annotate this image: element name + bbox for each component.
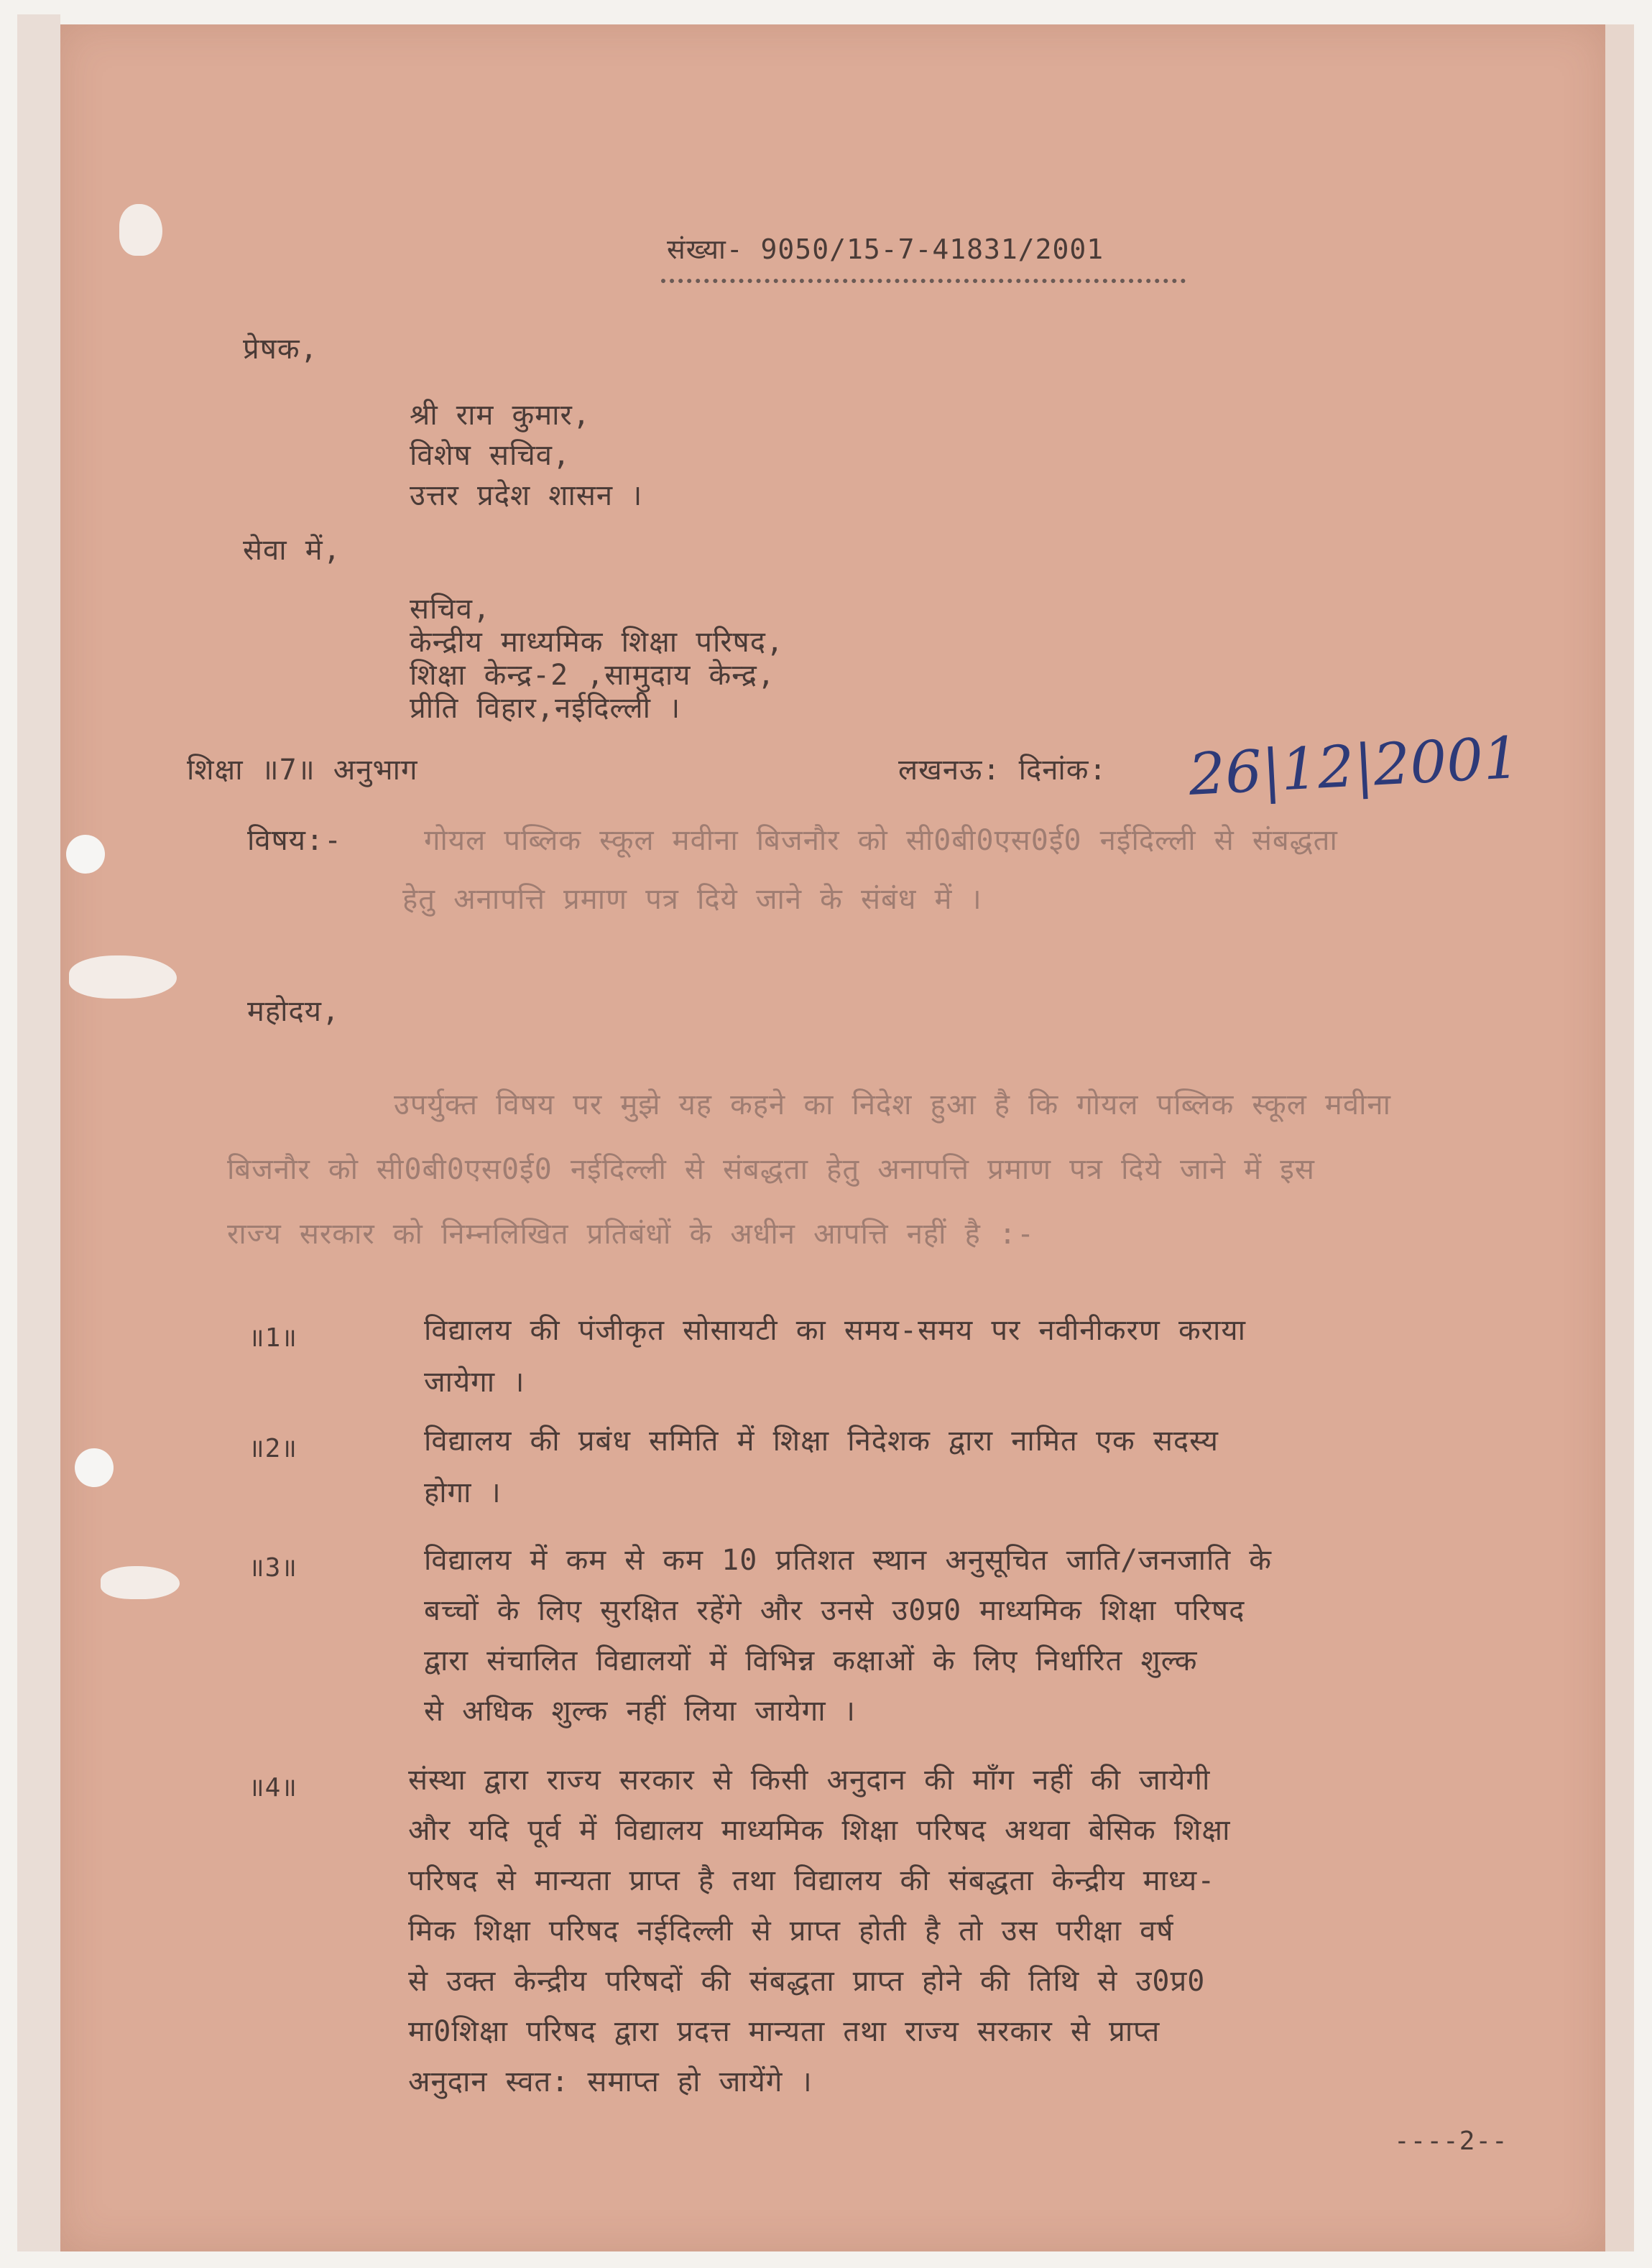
paper-stain — [119, 204, 162, 256]
recipient-label: सेवा में, — [243, 534, 341, 567]
subject-label: विषय:- — [247, 824, 343, 857]
condition-line: जायेगा । — [424, 1366, 525, 1399]
condition-line: से उक्त केन्द्रीय परिषदों की संबद्धता प्राप्त होने की तिथि से उ0प्र0 — [408, 1965, 1206, 1998]
page-continuation: ----2-- — [1394, 2126, 1508, 2156]
subject-line: हेतु अनापत्ति प्रमाण पत्र दिये जाने के संबंध में । — [402, 883, 982, 916]
condition-line: द्वारा संचालित विद्यालयों में विभिन्न कक्षाओं के लिए निर्धारित शुल्क — [424, 1644, 1198, 1677]
department: शिक्षा ॥7॥ अनुभाग — [187, 754, 418, 787]
condition-number: ॥2॥ — [249, 1434, 297, 1463]
condition-line: संस्था द्वारा राज्य सरकार से किसी अनुदान की माँग नहीं की जायेगी — [408, 1764, 1211, 1797]
place-date-label: लखनऊ: दिनांक: — [898, 754, 1107, 787]
reference-number: संख्या- 9050/15-7-41831/2001 — [667, 233, 1104, 265]
condition-number: ॥1॥ — [249, 1323, 297, 1353]
scan-margin-left — [17, 14, 60, 2251]
intro-line: बिजनौर को सी0बी0एस0ई0 नईदिल्ली से संबद्धता हेतु अनापत्ति प्रमाण पत्र दिये जाने में इस — [227, 1153, 1315, 1186]
recipient-organisation: केन्द्रीय माध्यमिक शिक्षा परिषद, — [410, 626, 785, 659]
condition-number: ॥4॥ — [249, 1773, 297, 1802]
paper-edge-right — [1605, 24, 1634, 2251]
condition-line: से अधिक शुल्क नहीं लिया जायेगा । — [424, 1695, 856, 1728]
sender-label: प्रेषक, — [243, 333, 318, 366]
salutation: महोदय, — [247, 995, 341, 1028]
sender-designation: विशेष सचिव, — [410, 439, 571, 472]
punch-hole — [66, 835, 105, 874]
paper-stain — [101, 1566, 180, 1599]
condition-line: मिक शिक्षा परिषद नईदिल्ली से प्राप्त होती है तो उस परीक्षा वर्ष — [408, 1915, 1174, 1948]
recipient-designation: सचिव, — [410, 593, 492, 626]
recipient-address-1: शिक्षा केन्द्र-2 ,सामुदाय केन्द्र, — [410, 659, 775, 692]
intro-line: राज्य सरकार को निम्नलिखित प्रतिबंधों के अधीन आपत्ति नहीं है :- — [227, 1218, 1035, 1251]
condition-line: विद्यालय की पंजीकृत सोसायटी का समय-समय पर नवीनीकरण कराया — [424, 1314, 1246, 1347]
paper-stain — [69, 955, 177, 999]
condition-line: विद्यालय में कम से कम 10 प्रतिशत स्थान अनुसूचित जाति/जनजाति के — [424, 1544, 1272, 1577]
handwritten-date: 26|12|2001 — [1186, 723, 1522, 809]
condition-line: परिषद से मान्यता प्राप्त है तथा विद्यालय की संबद्धता केन्द्रीय माध्य- — [408, 1864, 1216, 1897]
sender-office: उत्तर प्रदेश शासन । — [410, 479, 643, 512]
condition-line: मा0शिक्षा परिषद द्वारा प्रदत्त मान्यता तथा राज्य सरकार से प्राप्त — [408, 2015, 1160, 2048]
subject-line: गोयल पब्लिक स्कूल मवीना बिजनौर को सी0बी0एस0ई0 नईदिल्ली से संबद्धता — [424, 824, 1338, 857]
intro-line: उपर्युक्त विषय पर मुझे यह कहने का निदेश हुआ है कि गोयल पब्लिक स्कूल मवीना — [394, 1088, 1391, 1121]
condition-line: और यदि पूर्व में विद्यालय माध्यमिक शिक्षा परिषद अथवा बेसिक शिक्षा — [408, 1814, 1231, 1847]
sender-name: श्री राम कुमार, — [410, 399, 591, 432]
punch-hole — [75, 1448, 114, 1487]
condition-line: अनुदान स्वत: समाप्त हो जायेंगे । — [408, 2065, 813, 2098]
condition-line: विद्यालय की प्रबंध समिति में शिक्षा निदेशक द्वारा नामित एक सदस्य — [424, 1425, 1219, 1458]
condition-line: बच्चों के लिए सुरक्षित रहेंगे और उनसे उ0प्र0 माध्यमिक शिक्षा परिषद — [424, 1594, 1245, 1627]
condition-number: ॥3॥ — [249, 1553, 297, 1583]
condition-line: होगा । — [424, 1476, 502, 1509]
recipient-address-2: प्रीति विहार,नईदिल्ली । — [410, 692, 681, 725]
reference-underline — [661, 279, 1186, 283]
